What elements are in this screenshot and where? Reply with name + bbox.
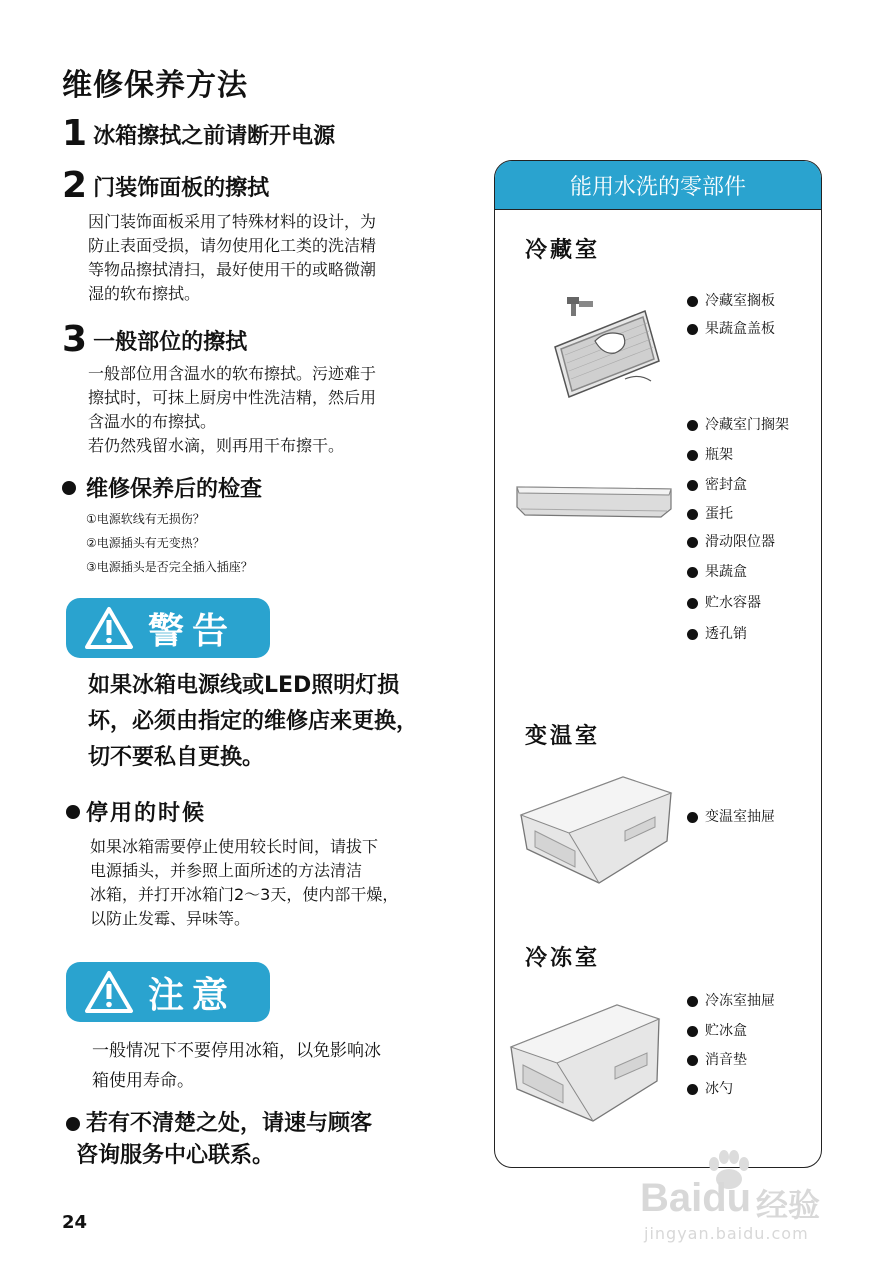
bullet-icon [687,812,698,823]
warning-label: 警告 [148,610,237,652]
notice-line: 一般情况下不要停用冰箱，以免影响冰 [92,1041,381,1061]
warning-triangle-icon [84,606,134,650]
contact-line: 若有不清楚之处，请速与顾客 [86,1111,373,1136]
room-title-refrigerator: 冷藏室 [525,238,601,263]
section-2 [62,165,377,306]
shelf-washing-image [535,289,665,409]
check-item: ③电源插头是否完全插入插座？ [86,560,253,574]
stop-section [66,796,398,931]
warning-text [88,668,418,776]
warning-line: 如果冰箱电源线或LED照明灯损 [88,673,400,698]
section-number: 1 [62,113,88,154]
body-line: 防止表面受损，请勿使用化工类的洗洁精 [88,236,377,255]
bullet-icon [62,481,76,495]
stop-heading: 停用的时候 [86,801,207,826]
list-item: 变温室抽屉 [687,803,775,831]
bullet-icon [687,1084,698,1095]
watermark-url: jingyan.baidu.com [644,1224,809,1243]
notice-banner [66,962,270,1022]
freezer-drawer-image [507,997,667,1127]
watermark-cn: 经验 [756,1186,821,1224]
notice-line: 箱使用寿命。 [92,1071,194,1091]
list-item: 滑动限位器 [687,528,789,558]
warning-line: 切不要私自更换。 [88,745,265,770]
section-number: 2 [62,165,88,206]
parts-list-refrigerator-2 [687,411,789,650]
contact-section [66,1108,372,1172]
warning-triangle-icon [84,970,134,1014]
section-number: 3 [62,319,88,360]
list-item: 冰勺 [687,1075,775,1104]
body-line: 若仍然残留水滴，则再用干布擦干。 [88,436,345,455]
room-title-variable: 变温室 [525,724,601,749]
list-item: 透孔销 [687,620,789,650]
list-item: 蛋托 [687,500,789,528]
body-line: 电源插头，并参照上面所述的方法清洁 [90,861,363,880]
bullet-icon [687,296,698,307]
section-heading: 冰箱擦拭之前请断开电源 [93,123,336,149]
section-heading: 一般部位的擦拭 [93,329,248,355]
notice-label: 注意 [148,974,237,1016]
body-line: 一般部位用含温水的软布擦拭。污迹难于 [88,364,377,383]
notice-text [92,1036,381,1096]
list-item: 贮冰盒 [687,1017,775,1046]
panel-title: 能用水洗的零部件 [495,161,821,210]
warning-banner [66,598,270,658]
watermark-brand: Baidu [640,1176,752,1220]
list-item: 果蔬盒盖板 [687,315,775,343]
list-item: 密封盒 [687,471,789,500]
body-line: 等物品擦拭清扫，最好使用干的或略微潮 [88,260,377,279]
section-heading: 门装饰面板的擦拭 [93,175,270,201]
bullet-icon [687,509,698,520]
check-item: ①电源软线有无损伤？ [86,512,205,526]
contact-line: 咨询服务中心联系。 [76,1143,275,1168]
warning-line: 坏，必须由指定的维修店来更换， [88,709,419,734]
list-item: 瓶架 [687,441,789,471]
bullet-icon [66,805,80,819]
bullet-icon [687,629,698,640]
list-item: 消音垫 [687,1046,775,1075]
check-section [62,472,262,579]
body-line: 如果冰箱需要停止使用较长时间，请拔下 [90,837,379,856]
room-title-freezer: 冷冻室 [525,946,601,971]
body-line: 以防止发霉、异味等。 [90,909,251,928]
door-shelf-image [511,479,679,525]
section-3 [62,319,377,458]
parts-list-refrigerator-1 [687,287,775,343]
check-heading: 维修保养后的检查 [86,477,263,502]
page-title: 维修保养方法 [62,68,248,103]
body-line: 湿的软布擦拭。 [88,284,201,303]
body-line: 含温水的布擦拭。 [88,412,217,431]
bullet-icon [66,1117,80,1131]
body-line: 冰箱，并打开冰箱门2～3天，使内部干燥， [90,885,399,904]
baidu-jingyan-watermark [640,1150,840,1250]
washable-parts-panel [494,160,822,1168]
bullet-icon [687,567,698,578]
list-item: 冷藏室门搁架 [687,411,789,441]
list-item: 冷冻室抽屉 [687,987,775,1017]
page-number: 24 [62,1212,88,1233]
bullet-icon [687,996,698,1007]
bullet-icon [687,537,698,548]
list-item: 冷藏室搁板 [687,287,775,315]
bullet-icon [687,420,698,431]
bullet-icon [687,324,698,335]
bullet-icon [687,1026,698,1037]
list-item: 果蔬盒 [687,558,789,589]
check-item: ②电源插头有无变热？ [86,536,205,550]
variable-drawer-image [515,771,675,895]
section-1 [62,113,336,154]
bullet-icon [687,480,698,491]
bullet-icon [687,1055,698,1066]
body-line: 因门装饰面板采用了特殊材料的设计，为 [88,212,377,231]
parts-list-freezer [687,987,775,1104]
body-line: 擦拭时，可抹上厨房中性洗洁精，然后用 [88,388,377,407]
bullet-icon [687,450,698,461]
list-item: 贮水容器 [687,589,789,620]
parts-list-variable [687,803,775,831]
bullet-icon [687,598,698,609]
